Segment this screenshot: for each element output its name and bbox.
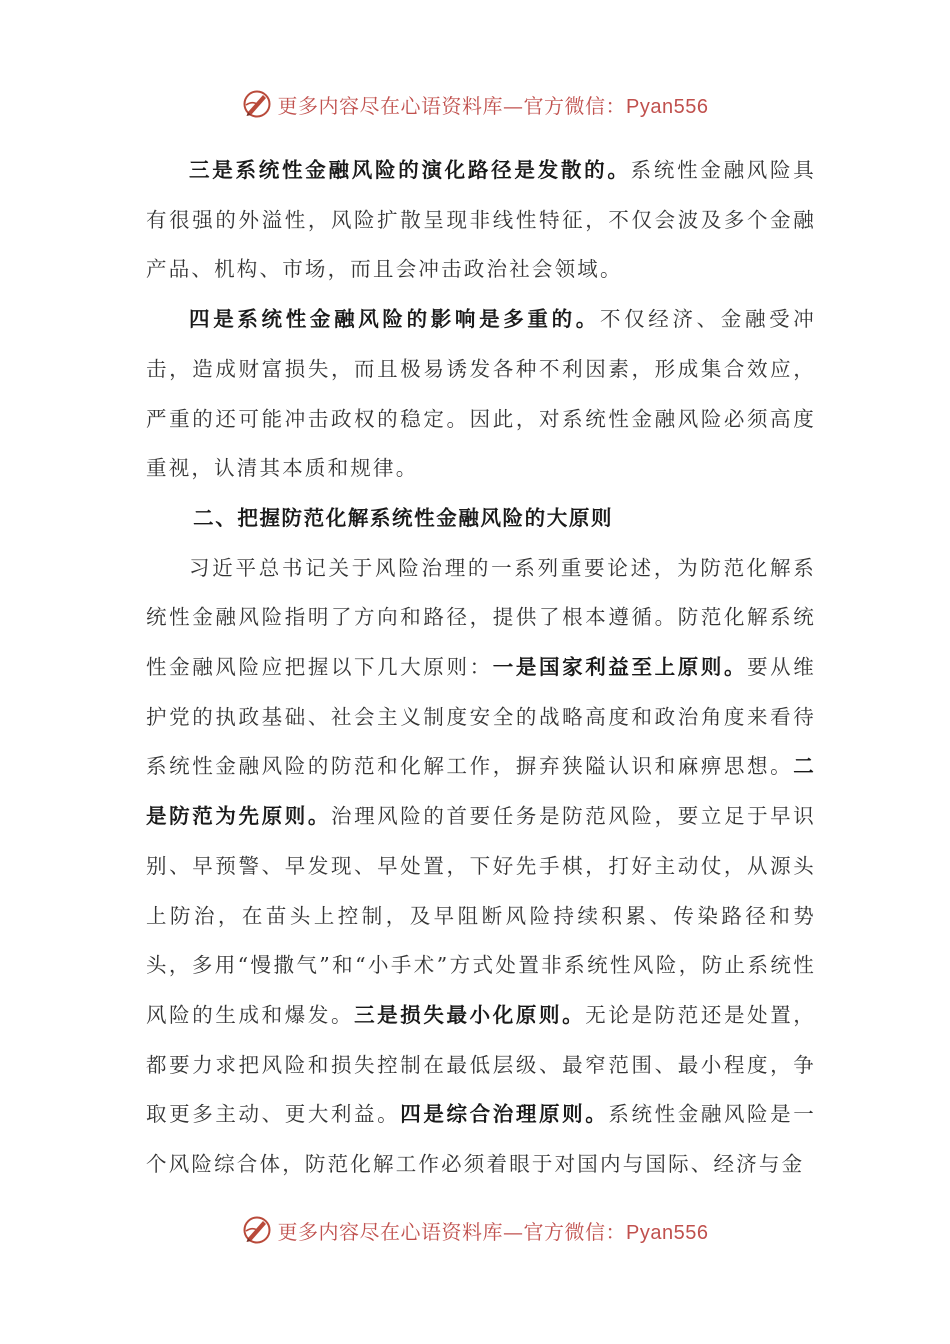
paragraph-systemic-risk-impact: 四是系统性金融风险的影响是多重的。不仅经济、金融受冲击，造成财富损失，而且极易诱发各种不利因素，形成集合效应，严重的还可能冲击政权的稳定。因此，对系统性金融风险必须高度重视，认清其本质和规律。	[146, 307, 816, 481]
footer-watermark-banner	[0, 1210, 950, 1250]
pen-logo-icon	[242, 89, 272, 119]
pen-logo-icon	[242, 1215, 272, 1245]
header-watermark-banner	[0, 84, 950, 124]
banner-text: 更多内容尽在心语资料库—官方微信：Pyan556	[277, 93, 709, 118]
section-heading: 二、把握防范化解系统性金融风险的大原则	[193, 505, 614, 530]
banner-text: 更多内容尽在心语资料库—官方微信：Pyan556	[277, 1219, 709, 1244]
paragraph-principles: 习近平总书记关于风险治理的一系列重要论述，为防范化解系统性金融风险指明了方向和路径，提供了根本遵循。防范化解系统性金融风险应把握以下几大原则：一是国家利益至上原则。要从维护党的执政基础、社会主义制度安全的战略高度和政治角度来看待系统性金融风险的防范和化解工作，摒弃狭隘认识和麻痹思想。二是防范为先原则。治理风险的首要任务是防范风险，要立足于早识别、早预警、早发现、早处置，下好先手棋，打好主动仗，从源头上防治，在苗头上控制，及早阻断风险持续积累、传染路径和势头，多用“慢撒气”和“小手术”方式处置非系统性风险，防止系统性风险的生成和爆发。三是损失最小化原则。无论是防范还是处置，都要力求把风险和损失控制在最低层级、最窄范围、最小程度，争取更多主动、更大利益。四是综合治理原则。系统性金融风险是一个风险综合体，防范化解工作必须着眼于对国内与国际、经济与金	[146, 555, 817, 1177]
document-body	[146, 146, 816, 1190]
paragraph-systemic-risk-path: 三是系统性金融风险的演化路径是发散的。系统性金融风险具有很强的外溢性，风险扩散呈现非线性特征，不仅会波及多个金融产品、机构、市场，而且会冲击政治社会领域。	[146, 158, 816, 282]
